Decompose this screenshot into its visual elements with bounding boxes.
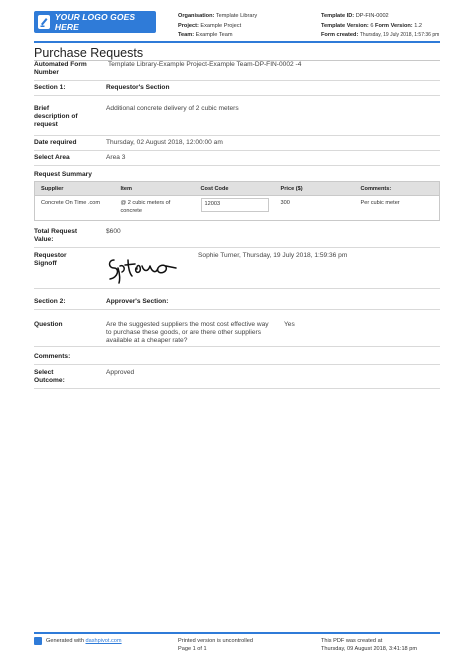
printed-note: Printed version is uncontrolled [178,638,253,644]
row-divider [34,388,440,389]
column-header: Cost Code [195,182,275,196]
dashpivot-link[interactable]: dashpivot.com [85,638,122,644]
pdf-created-value: Thursday, 09 August 2018, 3:41:18 pm [321,646,417,652]
row-divider [34,346,440,347]
select-area-value: Area 3 [106,154,126,161]
cost-code-box: 12003 [201,198,269,212]
section2-label: Section 2: [34,298,66,305]
organisation-label: Organisation: [178,13,215,19]
request-summary-title: Request Summary [34,171,92,178]
auto-form-number-label: Automated Form Number [34,61,87,77]
row-divider [34,80,440,81]
document-header [0,0,474,44]
comments-label: Comments: [34,353,71,360]
section1-label: Section 1: [34,84,66,91]
organisation-value: Template Library [215,13,258,19]
signoff-label: Requestor Signoff [34,252,67,268]
brief-label: Brief description of request [34,105,78,129]
row-divider [34,288,440,289]
date-required-value: Thursday, 02 August 2018, 12:00:00 am [106,139,223,146]
signoff-value: Sophie Turner, Thursday, 19 July 2018, 1:59:36 pm [198,252,348,259]
footer-pdf-info [321,637,417,653]
table-cell: @ 2 cubic meters of concrete [115,196,195,221]
form-created-label: Form created: [321,32,359,38]
footer-generated [34,637,122,645]
row-divider [34,364,440,365]
row-divider [34,150,440,151]
date-required-label: Date required [34,139,77,146]
company-logo [34,11,156,33]
logo-text: YOUR LOGO GOES HERE [54,12,136,32]
template-id-label: Template ID: [321,13,355,19]
brief-value: Additional concrete delivery of 2 cubic meters [106,105,239,112]
column-header: Comments: [355,182,440,196]
table-cell: Per cubic meter [355,196,440,221]
total-label: Total Request Value: [34,228,78,244]
table-cell: Concrete On Time .com [35,196,115,221]
auto-form-number-value: Template Library-Example Project-Example Team-DP-FIN-0002 -4 [108,61,302,68]
page-title: Purchase Requests [34,46,144,60]
question-label: Question [34,321,63,328]
table-row [35,196,440,221]
header-divider [34,41,440,43]
row-divider [34,135,440,136]
table-header-row [35,182,440,196]
form-created-value: Thursday, 19 July 2018, 1:57:36 pm [359,32,440,38]
row-divider [34,165,440,166]
row-divider [34,95,440,96]
column-header: Item [115,182,195,196]
team-label: Team: [178,32,195,38]
row-divider [34,309,440,310]
template-version-label: Template Version: [321,22,369,29]
question-answer: Yes [284,321,295,328]
project-value: Example Project [200,22,242,29]
question-value: Are the suggested suppliers the most cost effective way to purchase these goods, or are there other suppliers available at a cheaper rate? [106,321,269,345]
table-cell [195,196,275,221]
select-area-label: Select Area [34,154,70,161]
logo-icon [34,11,55,33]
section2-value: Approver's Section: [106,298,169,305]
pdf-created-label: This PDF was created at [321,638,383,644]
project-label: Project: [178,22,199,29]
form-version-value: 1.2 [414,22,422,29]
header-org-info [178,12,257,41]
auto-form-number-row [34,61,440,79]
row-divider [34,247,440,248]
template-id-value: DP-FIN-0002 [355,13,389,19]
outcome-value: Approved [106,369,135,376]
column-header: Price ($) [275,182,355,196]
generated-prefix: Generated with [46,638,84,644]
footer-divider [34,632,440,634]
dashpivot-icon [34,637,42,645]
total-value: $600 [106,228,121,235]
request-summary-table [34,181,440,221]
outcome-label: Select Outcome: [34,369,65,385]
header-template-info [321,12,439,41]
form-version-label: Form Version: [375,22,413,29]
template-version-value: 6 [370,22,374,29]
column-header: Supplier [35,182,115,196]
footer-print-info [178,637,253,653]
section1-value: Requestor's Section [106,84,170,91]
team-value: Example Team [195,32,233,38]
signature-image [106,254,186,284]
page-number: Page 1 of 1 [178,646,207,652]
table-cell: 300 [275,196,355,221]
